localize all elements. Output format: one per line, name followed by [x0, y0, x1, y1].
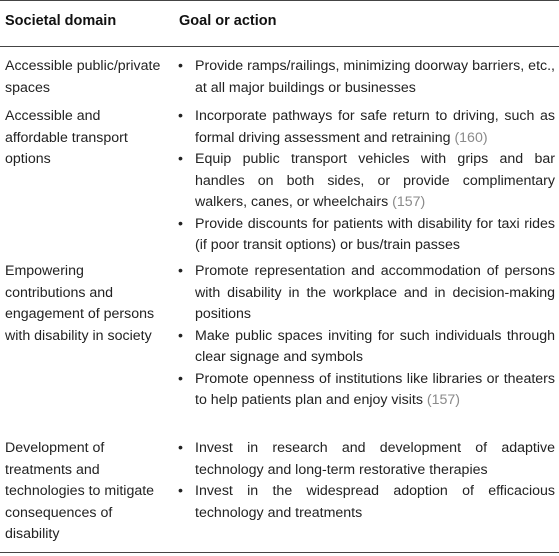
goal-item: [175, 369, 555, 412]
goals-cell: [175, 261, 555, 412]
domain-cell: Development of treatments and technologies to mitigate consequences of disability: [5, 440, 155, 542]
goals-cell: [175, 438, 555, 524]
goal-text: Invest in research and development of adaptive technology and long-term restorative therapies: [195, 440, 555, 478]
goal-text: Promote representation and accommodation of persons with disability in the workplace and in decision-making positions: [195, 263, 555, 322]
bullet-icon: •: [178, 108, 183, 124]
goal-item: [175, 261, 555, 326]
header-societal-domain: Societal domain: [5, 13, 117, 29]
domain-cell: Empowering contributions and engagement of persons with disability in society: [5, 263, 155, 344]
citation-ref[interactable]: (157): [392, 194, 426, 210]
goal-text: Make public spaces inviting for such individuals through clear signage and symbols: [195, 327, 555, 365]
goals-cell: [175, 106, 555, 257]
bullet-icon: •: [178, 370, 183, 387]
domain-cell: Accessible and affordable transport options: [5, 108, 128, 167]
bullet-icon: •: [178, 483, 183, 499]
goals-cell: [175, 56, 555, 99]
goal-text: Equip public transport vehicles with grips and bar handles on both sides, or provide complimentary walkers, canes, or wheelchairs (157): [195, 151, 555, 210]
goal-text: Promote openness of institutions like libraries or theaters to help patients plan and enjoy visits (157): [195, 370, 555, 408]
table-top-rule: [0, 0, 559, 1]
goal-item: [175, 149, 555, 214]
goal-item: [175, 481, 555, 524]
bullet-icon: •: [178, 263, 183, 279]
bullet-icon: •: [178, 327, 183, 344]
goal-text: Provide discounts for patients with disability for taxi rides (if poor transit options) or bus/train passes: [195, 215, 555, 253]
header-goal-or-action: Goal or action: [179, 13, 277, 29]
table-bottom-rule: [0, 552, 559, 553]
bullet-icon: •: [178, 151, 183, 167]
citation-ref[interactable]: (157): [426, 392, 461, 408]
goal-item: [175, 106, 555, 149]
citation-ref[interactable]: (160): [454, 129, 488, 146]
goal-item: [175, 214, 555, 257]
goal-item: [175, 326, 555, 369]
goal-text: Incorporate pathways for safe return to driving, such as formal driving assessment and retraining (160): [195, 108, 555, 146]
bullet-icon: •: [178, 58, 183, 74]
bullet-icon: •: [178, 215, 183, 232]
goal-item: [175, 438, 555, 481]
domain-cell: Accessible public/private spaces: [5, 58, 161, 96]
goal-text: Invest in the widespread adoption of efficacious technology and treatments: [195, 483, 555, 521]
bullet-icon: •: [178, 440, 183, 456]
table-header-rule: [0, 46, 559, 47]
goal-item: [175, 56, 555, 99]
goal-text: Provide ramps/railings, minimizing doorway barriers, etc., at all major buildings or businesses: [195, 58, 555, 96]
